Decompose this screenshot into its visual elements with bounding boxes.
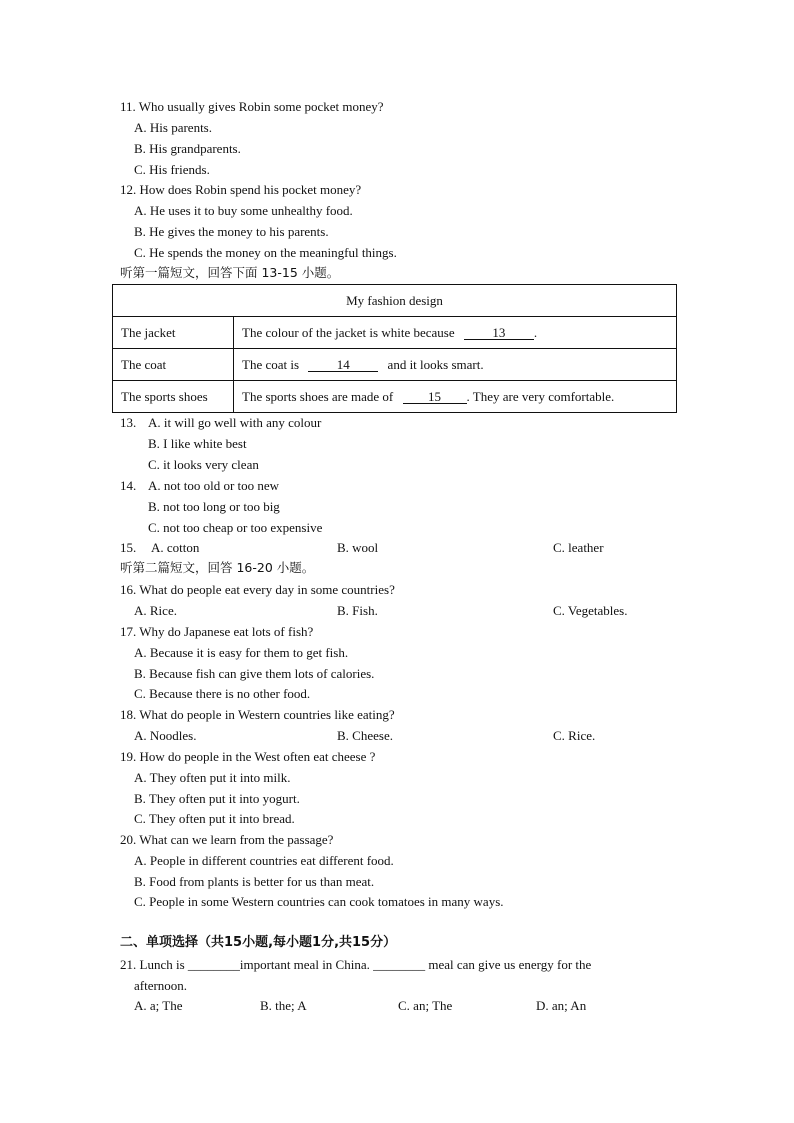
row-post-text: . They are very comfortable. (466, 388, 615, 404)
q16-option-a: A. Rice. (134, 603, 177, 618)
table-row (113, 317, 677, 349)
q17-option-b: B. Because fish can give them lots of calories. (134, 666, 375, 681)
q19-option-c: C. They often put it into bread. (134, 811, 295, 826)
q19-option-a: A. They often put it into milk. (134, 770, 291, 785)
row-pre-text: The colour of the jacket is white because (242, 324, 455, 340)
table-title-row (113, 285, 677, 317)
row-post-text: . (533, 324, 538, 340)
blank-15: 15 (403, 390, 467, 404)
q20-option-c: C. People in some Western countries can cook tomatoes in many ways. (134, 894, 504, 909)
q16-option-b: B. Fish. (337, 603, 378, 618)
question-12-stem: 12. How does Robin spend his pocket money? (120, 182, 362, 197)
row-text (234, 349, 677, 381)
section-2-title: 二、单项选择（共15小题,每小题1分,共15分） (120, 935, 397, 950)
q13-option-a: A. it will go well with any colour (148, 415, 322, 430)
q15-option-a: A. cotton (151, 540, 200, 555)
question-14-number: 14. (120, 478, 137, 493)
table-row (113, 349, 677, 381)
blank-13: 13 (464, 326, 534, 340)
q12-option-b: B. He gives the money to his parents. (134, 224, 329, 239)
q18-option-a: A. Noodles. (134, 728, 197, 743)
q15-option-b: B. wool (337, 540, 379, 555)
row-label: The sports shoes (113, 381, 234, 413)
row-text (234, 381, 677, 413)
q14-option-a: A. not too old or too new (148, 478, 280, 493)
q18-option-b: B. Cheese. (337, 728, 393, 743)
question-21-stem: 21. Lunch is ________important meal in China. ________ meal can give us energy for the (120, 957, 592, 972)
passage-1-instruction: 听第一篇短文，回答下面 13-15 小题。 (120, 265, 340, 280)
blank-14: 14 (308, 358, 378, 372)
q17-option-c: C. Because there is no other food. (134, 686, 311, 701)
question-18-stem: 18. What do people in Western countries like eating? (120, 707, 395, 722)
question-20-stem: 20. What can we learn from the passage? (120, 832, 334, 847)
table-row (113, 381, 677, 413)
q20-option-a: A. People in different countries eat different food. (134, 853, 394, 868)
q14-option-c: C. not too cheap or too expensive (148, 520, 323, 535)
q13-option-b: B. I like white best (148, 436, 247, 451)
q21-option-b: B. the; A (260, 998, 307, 1013)
table-title: My fashion design (113, 285, 677, 317)
q20-option-b: B. Food from plants is better for us than meat. (134, 874, 375, 889)
row-label: The jacket (113, 317, 234, 349)
question-15-number: 15. (120, 540, 137, 555)
row-label: The coat (113, 349, 234, 381)
q21-option-a: A. a; The (134, 998, 183, 1013)
q21-option-d: D. an; An (536, 998, 587, 1013)
row-pre-text: The coat is (242, 356, 300, 372)
q15-option-c: C. leather (553, 540, 604, 555)
q13-option-c: C. it looks very clean (148, 457, 259, 472)
question-17-stem: 17. Why do Japanese eat lots of fish? (120, 624, 314, 639)
q17-option-a: A. Because it is easy for them to get fish. (134, 645, 349, 660)
q11-option-b: B. His grandparents. (134, 141, 241, 156)
question-16-stem: 16. What do people eat every day in some countries? (120, 582, 395, 597)
row-text (234, 317, 677, 349)
q11-option-a: A. His parents. (134, 120, 212, 135)
question-11-stem: 11. Who usually gives Robin some pocket money? (120, 99, 384, 114)
question-19-stem: 19. How do people in the West often eat cheese ? (120, 749, 376, 764)
q14-option-b: B. not too long or too big (148, 499, 280, 514)
q11-option-c: C. His friends. (134, 162, 210, 177)
q21-option-c: C. an; The (398, 998, 453, 1013)
row-post-text: and it looks smart. (387, 356, 484, 372)
question-21-stem-cont: afternoon. (134, 978, 188, 993)
q16-option-c: C. Vegetables. (553, 603, 628, 618)
q12-option-c: C. He spends the money on the meaningful things. (134, 245, 397, 260)
fashion-design-table (112, 284, 677, 413)
q12-option-a: A. He uses it to buy some unhealthy food. (134, 203, 353, 218)
row-pre-text: The sports shoes are made of (242, 388, 394, 404)
passage-2-instruction: 听第二篇短文，回答 16-20 小题。 (120, 560, 315, 575)
q19-option-b: B. They often put it into yogurt. (134, 791, 300, 806)
question-13-number: 13. (120, 415, 137, 430)
q18-option-c: C. Rice. (553, 728, 596, 743)
